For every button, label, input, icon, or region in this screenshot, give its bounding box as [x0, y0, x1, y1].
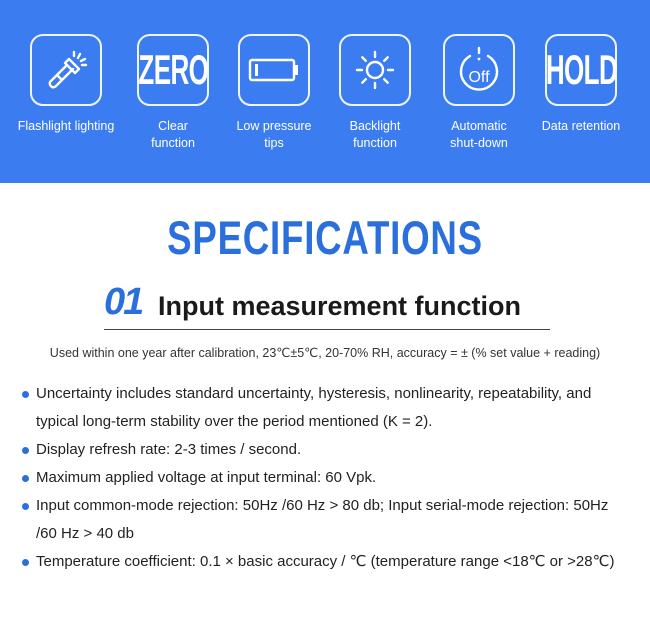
spec-item: Uncertainty includes standard uncertainty, hysteresis, nonlinearity, repeatability, and typical long-term stability over the period mentioned (K = 2).	[22, 380, 632, 436]
feature-label: Backlight function	[349, 119, 401, 150]
features-banner	[0, 0, 650, 183]
spec-list	[22, 380, 632, 576]
feature-backlight	[323, 34, 427, 152]
feature-label: Clear function	[151, 119, 195, 150]
section-title: Input measurement function	[158, 291, 522, 321]
spec-item: Display refresh rate: 2-3 times / second.	[22, 436, 632, 464]
spec-item: Temperature coefficient: 0.1 × basic accuracy / ℃ (temperature range <18℃ or >28℃)	[22, 548, 632, 576]
section-number: 01	[104, 281, 143, 323]
section-heading	[104, 281, 550, 330]
page-title: SPECIFICATIONS	[167, 211, 483, 264]
calibration-note: Used within one year after calibration, 23℃±5℃, 20-70% RH, accuracy = ± (% set value + reading)	[49, 346, 601, 360]
flashlight-icon	[30, 34, 102, 106]
sun-icon	[339, 34, 411, 106]
off-label: Off	[468, 69, 490, 86]
zero-icon: ZERO	[137, 34, 209, 106]
feature-label: Low pressure tips	[236, 119, 312, 150]
feature-hold	[529, 34, 633, 135]
spec-item: Maximum applied voltage at input terminal: 60 Vpk.	[22, 464, 632, 492]
feature-clear	[121, 34, 225, 152]
feature-label: Data retention	[541, 119, 621, 133]
feature-auto-shutdown	[427, 34, 531, 152]
battery-icon	[238, 34, 310, 106]
feature-flashlight	[14, 34, 118, 135]
hold-icon: HOLD	[545, 34, 617, 106]
feature-label: Automatic shut-down	[450, 119, 508, 150]
power-off-icon	[443, 34, 515, 106]
spec-item: Input common-mode rejection: 50Hz /60 Hz > 80 db; Input serial-mode rejection: 50Hz /60 Hz > 40 db	[22, 492, 632, 548]
feature-label: Flashlight lighting	[17, 119, 115, 133]
feature-low-pressure	[222, 34, 326, 152]
